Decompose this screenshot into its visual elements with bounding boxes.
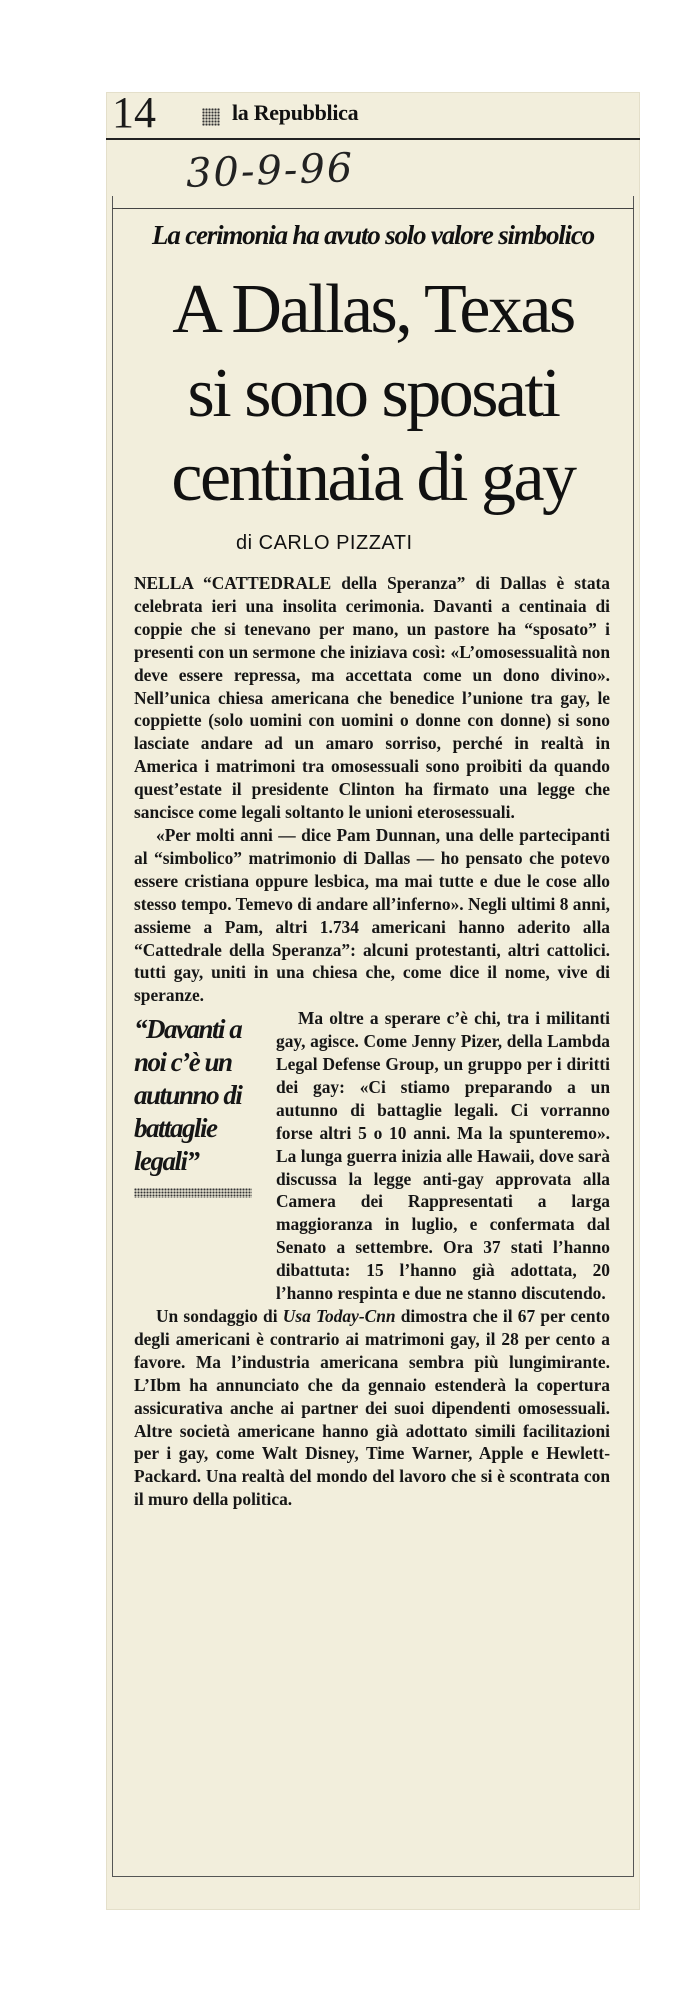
paragraph-2 [134,824,610,1007]
handwritten-date: 30-9-96 [185,145,356,197]
headline-line-3: centinaia di gay [171,439,575,516]
page-number: 14 [112,88,156,137]
headline-line-1: A Dallas, Texas [172,271,574,348]
pullquote-wrap [134,1007,610,1305]
article-body [134,572,610,1511]
paragraph-4-rest: dimostra che il 67 per cento degli americani è contrario ai matrimoni gay, il 28 per cento a favore. Ma l’industria americana sembra più lungimirante. L’Ibm ha annunciato che da gennaio estenderà la copertura assicurativa anche ai partner dei suoi dipendenti omosessuali. Altre società americane hanno già adottato simili facilitazioni per i gay, come Walt Disney, Time Warner, Apple e Hewlett-Packard. Una realtà del mondo del lavoro che si è scontrata con il muro della politica. [134,1306,610,1510]
paragraph-4-intro: Un sondaggio di [156,1306,283,1326]
article-headline [106,268,640,520]
masthead-dot-icon [202,108,220,126]
pullquote [134,1007,262,1289]
paragraph-2-text: «Per molti anni — dice Pam Dunnan, una delle partecipanti al “simbolico” matrimonio di Dallas — ho pensato che potevo essere cristiana oppure lesbica, ma mai tutte e due le cose allo stesso tempo. Temevo di andare all’inferno». Negli ultimi 8 anni, assieme a Pam, altri 1.734 americani hanno aderito alla “Cattedrale della Speranza”: alcuni protestanti, altri cattolici. tutti gay, uniti in una chiesa che, come dice il nome, vive di speranze. [134,824,610,1006]
top-rule [112,208,634,209]
paragraph-4 [134,1305,610,1511]
article-kicker: La cerimonia ha avuto solo valore simbolico [152,220,594,250]
byline: di CARLO PIZZATI [236,532,413,554]
pullquote-zone [134,824,610,1007]
paragraph-3: Ma oltre a sperare c’è chi, tra i militanti gay, agisce. Come Jenny Pizer, della Lambda Legal Defense Group, un gruppo per i diritti dei gay: «Ci stiamo preparando a un autunno di battaglie legali. Ci vorranno forse altri 5 o 10 anni. Ma la spunteremo». La lunga guerra inizia alle Hawaii, dove sarà discussa la legge anti-gay approvata alla Camera dei Rappresentati a larga maggioranza in luglio, e confermata dal Senato a settembre. Ora 37 stati l’hanno dibattuta: 15 l’hanno già adottata, 20 l’hanno respinta e due ne stanno discutendo. [276,1008,610,1304]
pullquote-ornament [134,1188,252,1198]
masthead: la Repubblica [232,100,359,125]
paragraph-1: NELLA “CATTEDRALE della Speranza” di Dallas è stata celebrata ieri una insolita cerimonia. Davanti a centinaia di coppie che si tenevano per mano, un pastore ha “sposato” i presenti con un sermone che iniziava così: «L’omosessualità non deve essere repressa, ma accettata come un dono divino». Nell’unica chiesa americana che benedice l’unione tra gay, le coppiette (solo uomini con uomini o donne con donne) si sono lasciate andare ad un amaro sorriso, perché in realtà in America i matrimoni tra omosessuali sono proibiti da quando quest’estate il presidente Clinton ha firmato una legge che sancisce come legali soltanto le unioni eterosessuali. [134,573,610,823]
page-header [106,88,640,140]
poll-source: Usa Today-Cnn [282,1306,396,1326]
pullquote-text: “Davanti a noi c’è un autunno di battaglie legali” [134,1014,242,1177]
newspaper-clipping [106,88,640,1910]
headline-line-2: si sono sposati [187,355,559,432]
